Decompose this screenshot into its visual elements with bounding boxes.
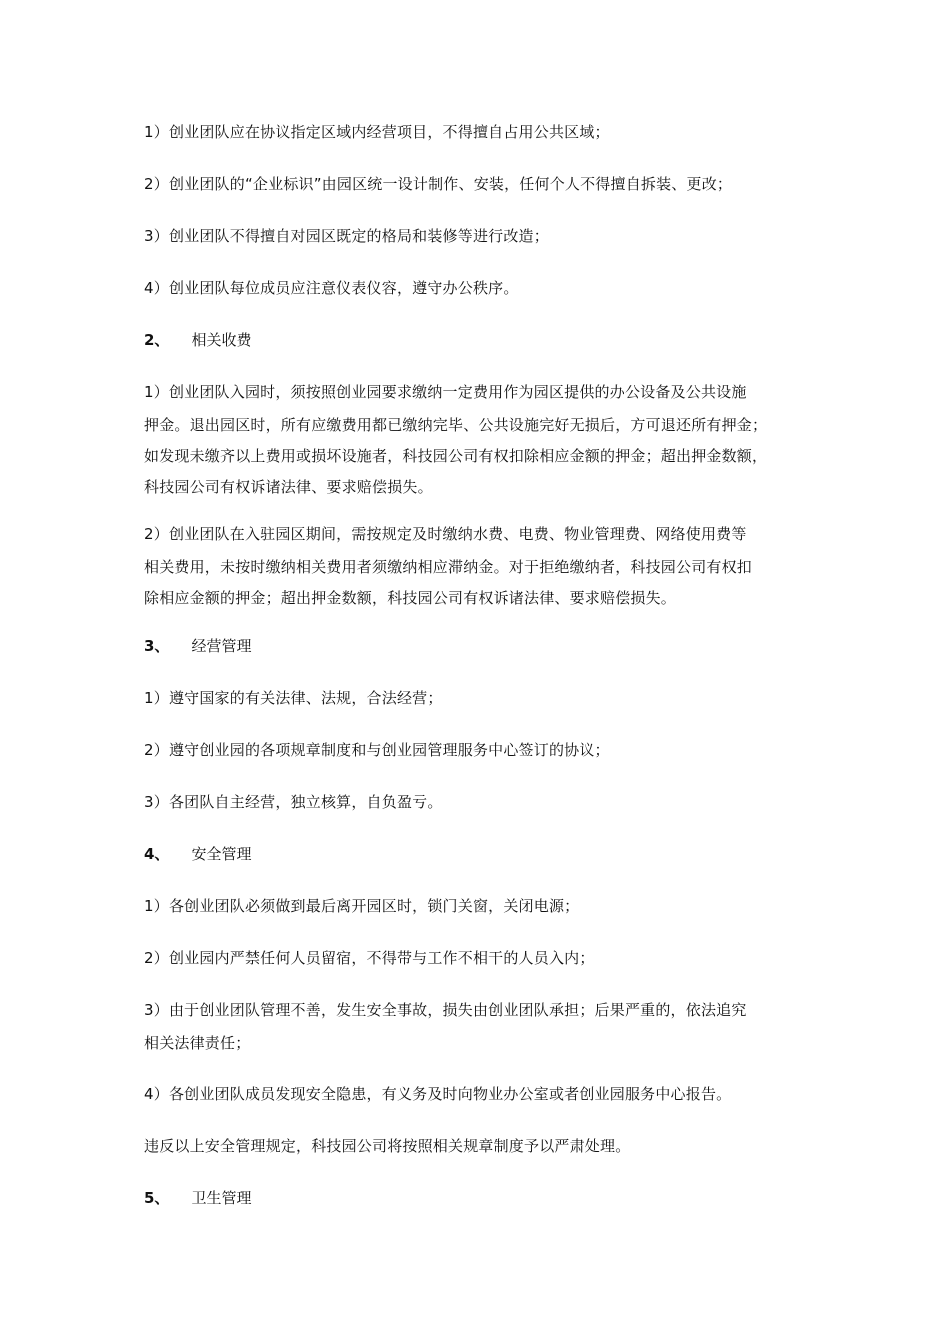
section-number: 2、 — [144, 331, 170, 349]
section-number: 4、 — [144, 845, 170, 863]
paragraph-line: 1）遵守国家的有关法律、法规，合法经营； — [144, 689, 443, 707]
paragraph-line: 除相应金额的押金；超出押金数额，科技园公司有权诉诸法律、要求赔偿损失。 — [144, 589, 677, 607]
paragraph-line: 相关费用，未按时缴纳相关费用者须缴纳相应滞纳金。对于拒绝缴纳者，科技园公司有权扣 — [144, 558, 753, 576]
paragraph-line: 1）创业团队入园时，须按照创业园要求缴纳一定费用作为园区提供的办公设备及公共设施 — [144, 383, 747, 401]
section-heading — [144, 636, 251, 656]
section-title: 卫生管理 — [191, 1189, 252, 1207]
paragraph-line: 4）创业团队每位成员应注意仪表仪容，遵守办公秩序。 — [144, 279, 519, 297]
section-heading — [144, 330, 251, 350]
paragraph-line: 1）创业团队应在协议指定区域内经营项目，不得擅自占用公共区域； — [144, 123, 610, 141]
paragraph-line: 2）创业团队的“企业标识”由园区统一设计制作、安装，任何个人不得擅自拆装、更改； — [144, 175, 733, 193]
paragraph-line: 违反以上安全管理规定，科技园公司将按照相关规章制度予以严肃处理。 — [144, 1137, 631, 1155]
section-title: 相关收费 — [191, 331, 252, 349]
paragraph-line: 2）遵守创业园的各项规章制度和与创业园管理服务中心签订的协议； — [144, 741, 610, 759]
section-heading — [144, 844, 251, 864]
section-title: 经营管理 — [191, 637, 252, 655]
paragraph-line: 1）各创业团队必须做到最后离开园区时，锁门关窗，关闭电源； — [144, 897, 580, 915]
paragraph-line: 2）创业园内严禁任何人员留宿，不得带与工作不相干的人员入内； — [144, 949, 595, 967]
paragraph-line: 2）创业团队在入驻园区期间，需按规定及时缴纳水费、电费、物业管理费、网络使用费等 — [144, 525, 747, 543]
paragraph-line: 押金。退出园区时，所有应缴费用都已缴纳完毕、公共设施完好无损后，方可退还所有押金； — [144, 416, 768, 434]
paragraph-line: 3）由于创业团队管理不善，发生安全事故，损失由创业团队承担；后果严重的，依法追究 — [144, 1001, 747, 1019]
section-number: 5、 — [144, 1189, 170, 1207]
paragraph-line: 4）各创业团队成员发现安全隐患，有义务及时向物业办公室或者创业园服务中心报告。 — [144, 1085, 732, 1103]
paragraph-line: 3）各团队自主经营，独立核算，自负盈亏。 — [144, 793, 443, 811]
paragraph-line: 科技园公司有权诉诸法律、要求赔偿损失。 — [144, 478, 433, 496]
section-title: 安全管理 — [191, 845, 252, 863]
paragraph-line: 相关法律责任； — [144, 1034, 251, 1052]
paragraph-line: 3）创业团队不得擅自对园区既定的格局和装修等进行改造； — [144, 227, 549, 245]
paragraph-line: 如发现未缴齐以上费用或损坏设施者，科技园公司有权扣除相应金额的押金；超出押金数额， — [144, 447, 768, 465]
section-number: 3、 — [144, 637, 170, 655]
section-heading — [144, 1188, 251, 1208]
